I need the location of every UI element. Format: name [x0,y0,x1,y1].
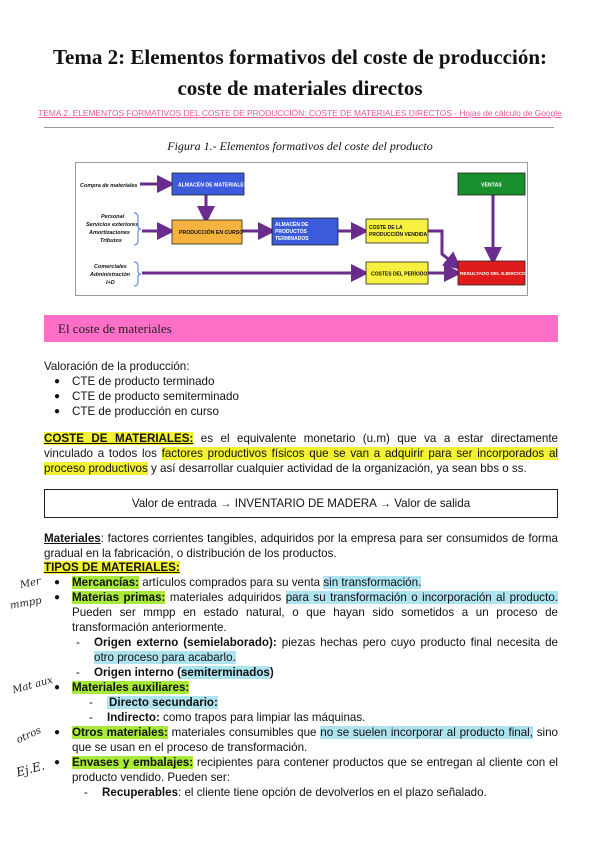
envases-label: Envases y embalajes: [72,756,194,769]
box-terminados-line3: TERMINADOS [275,236,309,242]
coste-highlight: factores productivos físicos que se van a adquirir para ser incorporados al proceso productivos [44,447,559,475]
coste-term: COSTE DE MATERIALES: [44,432,194,445]
tipos-heading-label: TIPOS DE MATERIALES: [44,561,180,574]
input-administracion: Administración [90,272,131,278]
inventory-box: Valor de entrada → INVENTARIO DE MADERA → Valor de salida [44,489,558,518]
handwritten-otros: otros [14,725,44,746]
origen-externo-text: piezas hechas pero cuyo producto final necesita de [276,636,558,649]
box-coste-vendida-line2: PRODUCCIÓN VENDIDA [369,232,428,238]
box-coste-vendida [366,219,428,243]
otros-label: Otros materiales: [72,726,168,739]
valoracion-item-1: CTE de producto terminado [72,375,215,388]
coste-text-2: y así desarrollar cualquier actividad de la organización, ya sean bbs o ss. [147,462,527,475]
tipo-envases [72,755,558,785]
tipo-otros [72,725,558,755]
dash-marker: - [76,666,80,679]
tipo-auxiliares [72,680,189,695]
recuperables-text: : el cliente tiene opción de devolverlos en el plazo señalado. [178,786,487,799]
divider [44,127,554,128]
auxiliar-indirecto [107,710,365,725]
handwritten-mer: Mer [19,575,42,592]
origen-externo-highlight: otro proceso para acabarlo. [94,651,236,664]
bullet-dot: ● [54,391,61,402]
source-link[interactable]: TEMA 2. ELEMENTOS FORMATIVOS DEL COSTE DE PRODUCCIÓN: COSTE DE MATERIALES DIRECTOS - Hojas de cálculo de Google [38,108,562,118]
auxiliar-directo [107,695,218,710]
input-amortizaciones: Amortizaciones [89,230,130,236]
indirecto-text: como trapos para limpiar las máquinas. [159,711,366,724]
primas-label: Materias primas: [72,591,166,604]
figure-caption: Figura 1.- Elementos formativos del coste del producto [167,139,433,153]
coste-definition [44,431,558,476]
valoracion-item-2: CTE de producto semiterminado [72,390,239,403]
origen-interno-end: ) [269,666,274,679]
cost-flow-diagram [75,162,528,296]
page-title-line-1: Tema 2: Elementos formativos del coste de producción: [52,45,548,69]
directo-label: Directo secundario: [109,696,218,709]
input-personal: Personal [101,214,125,220]
mercancias-text: artículos comprados para su venta [139,576,324,589]
box-terminados-line1: ALMACÉN DE [275,222,309,228]
origen-externo-label: Origen externo (semielaborado): [94,636,277,649]
primas-rest: Pueden ser mmpp en estado natural, o que hayan sido sometidos a un proceso de transformación anteriormente. [72,606,558,634]
origen-externo [94,635,558,665]
input-comerciales: Comerciales [94,264,127,270]
bracket-group3 [134,262,141,286]
dash-marker: - [89,696,93,709]
box-ventas-label: VENTAS [481,182,502,189]
otros-text: materiales consumibles que [167,726,321,739]
valoracion-intro: Valoración de la producción: [44,360,190,373]
recuperables-label: Recuperables [102,786,179,799]
envase-recuperables [102,785,487,800]
input-compra: Compra de materiales [80,183,138,189]
handwritten-mat-aux: Mat aux [11,674,55,697]
tipo-mercancias [72,575,558,590]
bullet-dot: ● [54,727,61,738]
box-resultado-label: RESULTADO DEL EJERCICIO [460,272,527,277]
input-tributos: Tributos [100,238,122,244]
indirecto-label: Indirecto: [107,711,160,724]
bullet-dot: ● [54,406,61,417]
bullet-dot: ● [54,682,61,693]
box-produccion-curso-label: PRODUCCIÓN EN CURSO [179,230,244,236]
bracket-group2 [134,213,141,245]
tipos-heading [44,560,558,575]
box-costes-periodo-label: COSTES DEL PERÍODO [371,271,428,278]
box-terminados-line2: PRODUCTOS [275,229,307,235]
envases-text: recipientes para contener productos que se entregan al cliente con el producto vendido. Pueden ser: [72,756,558,784]
page-title-line-2: coste de materiales directos [177,76,423,100]
bullet-dot: ● [54,376,61,387]
mercancias-label: Mercancías: [72,576,140,589]
dash-marker: - [84,786,88,799]
arrow-coste-resultado [428,231,457,266]
bullet-dot: ● [54,592,61,603]
section-header-label: El coste de materiales [58,321,172,336]
materiales-term: Materiales [44,532,101,545]
section-header [44,315,558,342]
otros-rest: sino que se usan en el proceso de transformación. [72,726,559,754]
valoracion-item-3: CTE de producción en curso [72,405,219,418]
box-coste-vendida-line1: COSTE DE LA [369,225,403,231]
bullet-dot: ● [54,757,61,768]
handwritten-mmpp: mmpp [9,595,43,612]
primas-highlight: para su transformación o incorporación al producto. [285,591,558,604]
input-id: I+D [106,280,115,286]
dash-marker: - [89,711,93,724]
origen-interno-highlight: semiterminados [180,666,270,679]
handwritten-eje: Ej.E. [14,758,47,780]
origen-interno [94,665,274,680]
input-servicios: Servicios exteriores [86,222,139,228]
materiales-text: : factores corrientes tangibles, adquiridos por la empresa para ser consumidos de forma gradual en la fabricación, o distribución de los productos. [44,532,558,560]
coste-text-1: es el equivalente monetario (u.m) que va a estar directamente vinculado a todos los [44,432,558,460]
otros-highlight: no se suelen incorporar al producto final, [320,726,533,739]
origen-interno-label: Origen interno ( [94,666,181,679]
bullet-dot: ● [54,577,61,588]
mercancias-highlight: sin transformación. [323,576,422,589]
dash-marker: - [76,636,80,649]
auxiliares-label: Materiales auxiliares: [72,681,190,694]
materiales-definition [44,531,558,561]
tipo-materias-primas [72,590,558,635]
box-almacen-materiales-label: ALMACÉN DE MATERIALES [178,182,248,189]
primas-text: materiales adquiridos [165,591,286,604]
